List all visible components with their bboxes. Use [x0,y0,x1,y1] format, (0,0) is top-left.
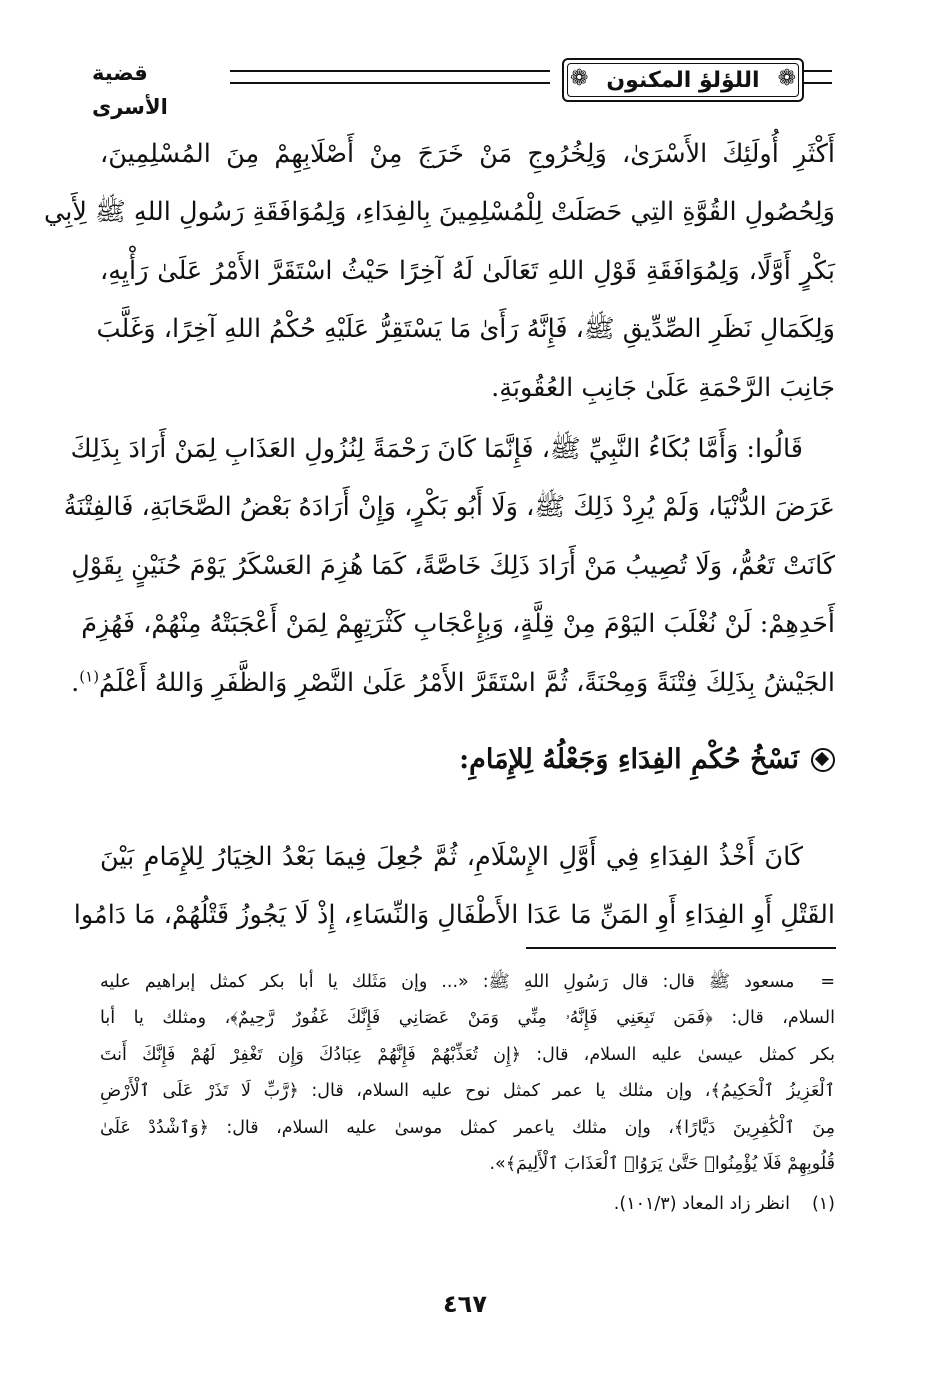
header-title-frame [562,58,804,102]
flower-bullet-icon [809,746,835,772]
footnote-line: السلام، قال: ﴿فَمَن تَبِعَنِي فَإِنَّهُۥ مِنِّي وَمَنْ عَصَانِي فَإِنَّكَ غَفُورٌ رَّحِيمٌ﴾، ومثلك يا أبا [100,1008,835,1029]
footnote-line: قُلُوبِهِمْ فَلَا يُؤْمِنُوا۟ حَتَّىٰ يَرَوُا۟ ٱلْعَذَابَ ٱلْأَلِيمَ﴾». [489,1154,835,1175]
text-line: جَانِبَ الرَّحْمَةِ عَلَىٰ جَانِبِ العُقُوبَةِ. [491,372,835,403]
footnote-line [100,964,835,1000]
paragraph-2 [63,420,835,712]
paragraph-3 [73,828,835,945]
footnote-line: مِنَ ٱلْكَٰفِرِينَ دَيَّارًا﴾، وإن مثلك ياعمر كمثل موسىٰ عليه السلام، قال: ﴿وَٱشْدُدْ عَلَىٰ [100,1117,835,1138]
text-line: عَرَضَ الدُّنْيَا، وَلَمْ يُرِدْ ذَلِكَ ﷺ، وَلَا أَبُو بَكْرٍ، وَإِنْ أَرَادَهُ بَعْضُ الصَّحَابَةِ، فَالفِتْنَةُ [63,492,835,523]
section-heading [100,740,835,780]
text-line: أَحَدِهِمْ: لَنْ نُغْلَبَ اليَوْمَ مِنْ قِلَّةٍ، وَبِإِعْجَابِ كَثْرَتِهِمْ لِمَنْ أَعْجَبَتْهُ مِنْهُمْ، فَهُزِمَ [81,609,835,640]
footnote-continuation [100,964,835,1182]
footnote-number: (١) [811,1194,835,1215]
text-line: كَانَتْ تَعُمُّ، وَلَا تُصِيبُ مَنْ أَرَادَ ذَلِكَ خَاصَّةً، كَمَا هُزِمَ العَسْكَرُ يَوْمَ حُنَيْنٍ بِقَوْلِ [71,550,835,581]
page-header [92,56,832,119]
text-line: بَكْرٍ أَوَّلًا، وَلِمُوَافَقَةِ قَوْلِ اللهِ تَعَالَىٰ لَهُ آخِرًا حَيْثُ اسْتَقَرَّ الأَمْرُ عَلَىٰ رَأْيِهِ، [100,255,835,286]
text-line: قَالُوا: وَأَمَّا بُكَاءُ النَّبِيِّ ﷺ، فَإِنَّمَا كَانَ رَحْمَةً لِنُزُولِ العَذَابِ لِمَنْ أَرَادَ بِذَلِكَ [70,434,803,464]
footnote-reference: (١) [79,667,100,686]
text-line: وَلِحُصُولِ القُوَّةِ التِي حَصَلَتْ لِلْمُسْلِمِينَ بِالفِدَاءِ، وَلِمُوَافَقَةِ رَسُولِ اللهِ ﷺ لِأَبِي [44,197,835,228]
footnote-text: مسعود ﷺ قال: قال رَسُولِ اللهِ ﷺ: «... وإن مَثَلك يا أبا بكر كمثل إبراهيم عليه [100,972,795,992]
text-line: أَكْثَرِ أُولَئِكَ الأَسْرَىٰ، وَلِخُرُوجِ مَنْ خَرَجَ مِنْ أَصْلَابِهِمْ مِنَ المُسْلِمِينَ، [100,139,835,169]
text-line: القَتْلِ أَوِ الفِدَاءِ أَوِ المَنِّ مَا عَدَا الأَطْفَالِ وَالنِّسَاءِ، إِذْ لَا يَجُوزُ قَتْلُهُمْ، مَا دَامُوا [73,900,835,931]
paragraph-1 [44,125,835,417]
chapter-title: قضية الأسرى [92,61,168,119]
footnote-line: ٱلْعَزِيزُ ٱلْحَكِيمُ﴾، وإن مثلك يا عمر كمثل نوح عليه السلام، قال: ﴿رَّبِّ لَا تَذَرْ عَلَى ٱلْأَرْضِ [100,1081,835,1102]
sentence-end: . [71,667,80,698]
section-heading-text: نَسْخُ حُكْمِ الفِدَاءِ وَجَعْلُهُ لِلإِمَامِ: [459,744,799,775]
text-line: وَلِكَمَالِ نَظَرِ الصِّدِّيقِ ﷺ، فَإِنَّهُ رَأَىٰ مَا يَسْتَقِرُّ عَلَيْهِ حُكْمُ اللهِ آخِرًا، وَغَلَّبَ [96,314,835,345]
text-line: كَانَ أَخْذُ الفِدَاءِ فِي أَوَّلِ الإِسْلَامِ، ثُمَّ جُعِلَ فِيمَا بَعْدُ الخِيَارُ لِلإِمَامِ بَيْنَ [100,842,803,872]
text-line: الجَيْشُ بِذَلِكَ فِتْنَةً وَمِحْنَةً، ثُمَّ اسْتَقَرَّ الأَمْرُ عَلَىٰ النَّصْرِ وَالظَّفَرِ وَاللهُ أَعْلَمُ [99,667,835,698]
page-number: ٤٦٧ [443,1290,487,1318]
footnotes [100,964,835,1222]
header-double-rule-middle [230,70,550,84]
ornament-icon: ❁ [570,66,589,91]
footnote-1 [100,1186,835,1222]
ornament-icon: ❁ [777,66,796,91]
continuation-mark: = [820,972,835,992]
book-title: اللؤلؤ المكنون [606,67,760,93]
footnote-separator [526,947,836,949]
footnote-line: بكر كمثل عيسىٰ عليه السلام، قال: ﴿إِن تُعَذِّبْهُمْ فَإِنَّهُمْ عِبَادُكَ وَإِن تَغْفِرْ لَهُمْ فَإِنَّكَ أَنتَ [100,1044,835,1065]
text-line-with-footnote [71,654,835,712]
footnote-text: انظر زاد المعاد (١٠١/٣). [613,1194,790,1215]
